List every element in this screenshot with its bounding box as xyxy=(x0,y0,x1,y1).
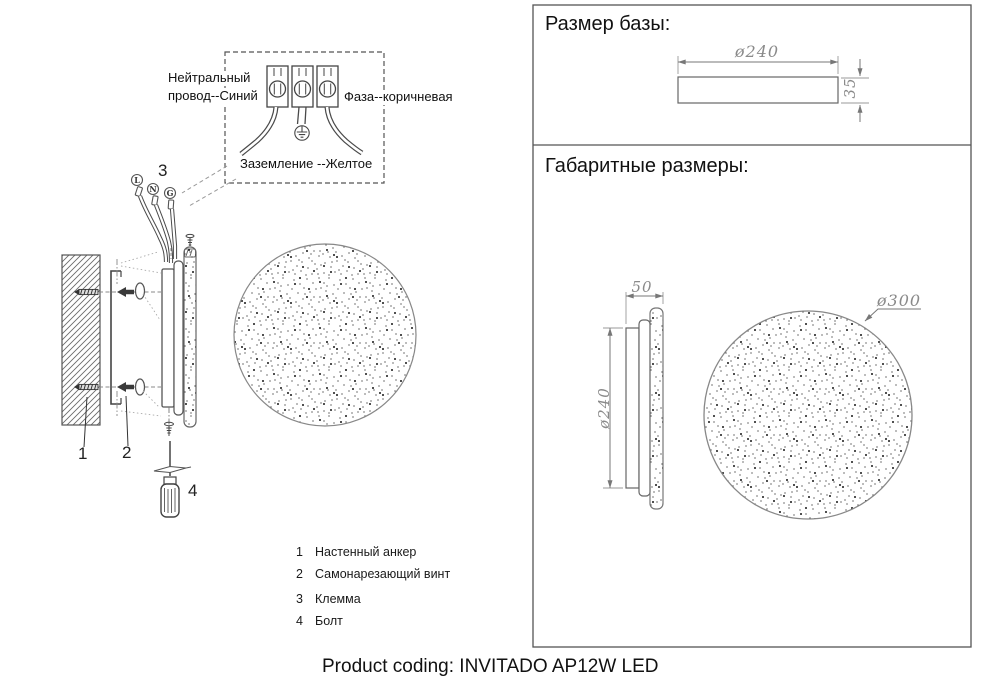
mounting-axis-lines xyxy=(99,292,161,387)
neutral-wire-label-line2: провод--Синий xyxy=(168,88,258,103)
callout-3: 3 xyxy=(158,161,168,180)
lamp-front-view-circle xyxy=(234,244,416,426)
screwdriver-icon xyxy=(154,441,191,517)
dim-base-thickness: 35 xyxy=(841,77,859,99)
ground-icon xyxy=(295,126,309,140)
legend-num: 4 xyxy=(296,614,303,628)
legend-num: 1 xyxy=(296,545,303,559)
callout-1: 1 xyxy=(78,444,88,463)
legend-label: Настенный анкер xyxy=(315,545,417,559)
dim-depth: 50 xyxy=(631,278,653,296)
mounting-hole-icons xyxy=(136,283,145,395)
legend-label: Клемма xyxy=(315,592,361,606)
dim-plate-diameter: ø240 xyxy=(595,387,613,429)
ground-wire-label: Заземление --Желтое xyxy=(240,156,373,171)
wall-section xyxy=(62,255,100,425)
legend-num: 3 xyxy=(296,592,303,606)
wire-connector-icons xyxy=(132,175,176,210)
dim-overall-diameter: ø300 xyxy=(876,291,922,310)
legend-item-anchor xyxy=(296,545,416,559)
legend-label: Болт xyxy=(315,614,343,628)
terminal-letter-l: L xyxy=(134,175,140,185)
terminal-letter-n: N xyxy=(149,184,157,194)
terminal-letter-g: G xyxy=(166,188,174,198)
product-coding: Product coding: INVITADO AP12W LED xyxy=(322,656,659,677)
callout-4: 4 xyxy=(188,481,198,500)
base-size-title: Размер базы: xyxy=(545,13,671,35)
callout-2: 2 xyxy=(122,443,132,462)
legend-label: Самонарезающий винт xyxy=(315,567,451,581)
lamp-side-view xyxy=(162,247,196,427)
neutral-wire-label-line1: Нейтральный xyxy=(168,70,251,85)
legend-item-terminal xyxy=(296,592,361,606)
overall-size-title: Габаритные размеры: xyxy=(545,155,749,177)
dim-base-diameter: ø240 xyxy=(734,42,780,61)
legend-num: 2 xyxy=(296,567,303,581)
terminal-block-icons xyxy=(267,66,338,107)
phase-wire-label: Фаза--коричневая xyxy=(344,89,453,104)
legend-item-screw xyxy=(296,567,450,581)
legend-item-bolt xyxy=(296,614,343,628)
screw-direction-arrow-icon xyxy=(117,287,134,392)
detail-leader-lines xyxy=(182,166,236,206)
